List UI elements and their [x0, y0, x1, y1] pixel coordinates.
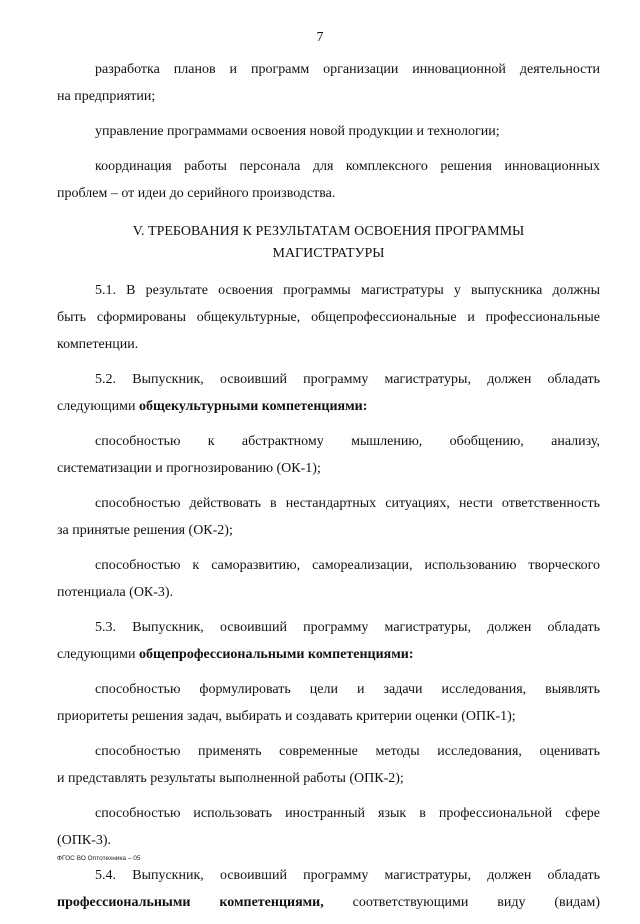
text-line: 5.4. Выпускник, освоивший программу магистратуры, должен обладать — [95, 868, 600, 883]
text-line: координация работы персонала для комплексного решения инновационных — [95, 159, 600, 174]
list-item — [57, 800, 600, 854]
text-line: приоритеты решения задач, выбирать и создавать критерии оценки (ОПК-1); — [57, 709, 516, 724]
bold-term: общепрофессиональными компетенциями: — [138, 647, 414, 662]
list-item — [57, 676, 600, 730]
text-line: систематизации и прогнозированию (ОК-1); — [57, 461, 321, 476]
text-line: за принятые решения (ОК-2); — [57, 523, 233, 538]
text-line: 5.1. В результате освоения программы магистратуры у выпускника должны — [95, 283, 600, 298]
text-line: способностью использовать иностранный язык в профессиональной сфере — [95, 806, 600, 821]
list-item — [57, 552, 600, 606]
text-line: способностью применять современные методы исследования, оценивать — [95, 744, 600, 759]
text-line: 5.2. Выпускник, освоивший программу магистратуры, должен обладать — [95, 372, 600, 387]
paragraph-5-4 — [57, 862, 600, 916]
list-item — [57, 428, 600, 482]
text-line: проблем – от идеи до серийного производства. — [57, 186, 336, 201]
text-line — [57, 641, 600, 668]
list-item — [57, 56, 600, 110]
text-line: разработка планов и программ организации инновационной деятельности — [95, 62, 600, 77]
text-line: потенциала (ОК-3). — [57, 585, 174, 600]
bold-term: общекультурными компетенциями: — [138, 399, 368, 414]
paragraph-5-3 — [57, 614, 600, 668]
paragraph-5-2 — [57, 366, 600, 420]
text-line: компетенции. — [57, 337, 139, 352]
page-footer: ФГОС ВО Оптотехника – 05 — [57, 855, 141, 862]
section-heading-line: МАГИСТРАТУРЫ — [272, 246, 385, 261]
text-line: и представлять результаты выполненной работы (ОПК-2); — [57, 771, 404, 786]
text-line: на предприятии; — [57, 89, 156, 104]
text-line: способностью к абстрактному мышлению, обобщению, анализу, — [95, 434, 600, 449]
text-line: способностью формулировать цели и задачи исследования, выявлять — [95, 682, 600, 697]
section-heading-line: V. ТРЕБОВАНИЯ К РЕЗУЛЬТАТАМ ОСВОЕНИЯ ПРОГРАММЫ — [132, 224, 525, 239]
text-line: 5.3. Выпускник, освоивший программу магистратуры, должен обладать — [95, 620, 600, 635]
text-run: соответствующими виду (видам) — [323, 895, 600, 910]
page-number: 7 — [316, 30, 324, 45]
text-line: (ОПК-3). — [57, 833, 112, 848]
list-item — [57, 490, 600, 544]
text-line: способностью к саморазвитию, самореализации, использованию творческого — [95, 558, 600, 573]
list-item — [57, 738, 600, 792]
document-body — [57, 56, 600, 924]
text-line — [57, 393, 600, 420]
list-item — [57, 153, 600, 207]
text-line — [57, 889, 600, 916]
section-heading — [57, 221, 600, 265]
text-line: способностью действовать в нестандартных ситуациях, нести ответственность — [95, 496, 600, 511]
text-line: быть сформированы общекультурные, общепрофессиональные и профессиональные — [57, 310, 600, 325]
paragraph-5-1 — [57, 277, 600, 358]
list-item — [57, 118, 600, 145]
text-run: следующими — [57, 647, 139, 662]
text-line: управление программами освоения новой продукции и технологии; — [95, 124, 500, 139]
bold-term: профессиональными компетенциями, — [57, 895, 324, 910]
text-run: следующими — [57, 399, 139, 414]
